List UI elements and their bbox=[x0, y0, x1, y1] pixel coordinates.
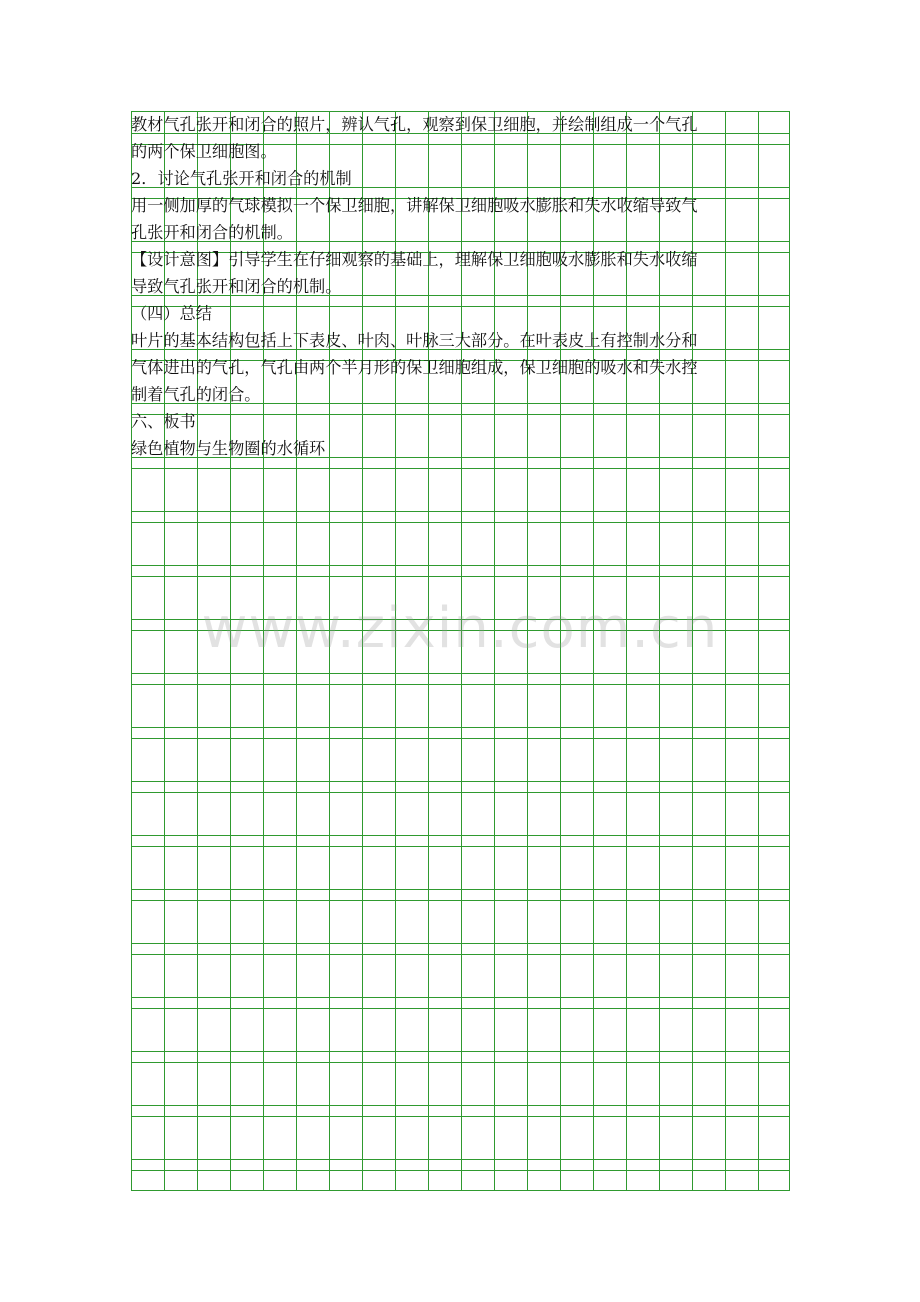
text-line: 【设计意图】引导学生在仔细观察的基础上，理解保卫细胞吸水膨胀和失水收缩 bbox=[131, 250, 698, 269]
document-body bbox=[131, 111, 791, 462]
section-heading: 2．讨论气孔张开和闭合的机制 bbox=[131, 169, 352, 188]
section-heading: 六、板书 bbox=[131, 412, 196, 431]
text-line: 导致气孔张开和闭合的机制。 bbox=[131, 277, 342, 296]
text-line: 气体进出的气孔，气孔由两个半月形的保卫细胞组成，保卫细胞的吸水和失水控 bbox=[131, 358, 698, 377]
text-line: 教材气孔张开和闭合的照片，辨认气孔，观察到保卫细胞，并绘制组成一个气孔 bbox=[131, 115, 698, 134]
text-line: 绿色植物与生物圈的水循环 bbox=[131, 439, 326, 458]
text-line: 叶片的基本结构包括上下表皮、叶肉、叶脉三大部分。在叶表皮上有控制水分和 bbox=[131, 331, 698, 350]
text-line: 制着气孔的闭合。 bbox=[131, 385, 261, 404]
text-line: 用一侧加厚的气球模拟一个保卫细胞，讲解保卫细胞吸水膨胀和失水收缩导致气 bbox=[131, 196, 698, 215]
watermark: www.zixin.com.cn bbox=[201, 596, 719, 661]
text-line: 的两个保卫细胞图。 bbox=[131, 142, 277, 161]
section-heading: （四）总结 bbox=[131, 304, 212, 323]
text-line: 孔张开和闭合的机制。 bbox=[131, 223, 293, 242]
